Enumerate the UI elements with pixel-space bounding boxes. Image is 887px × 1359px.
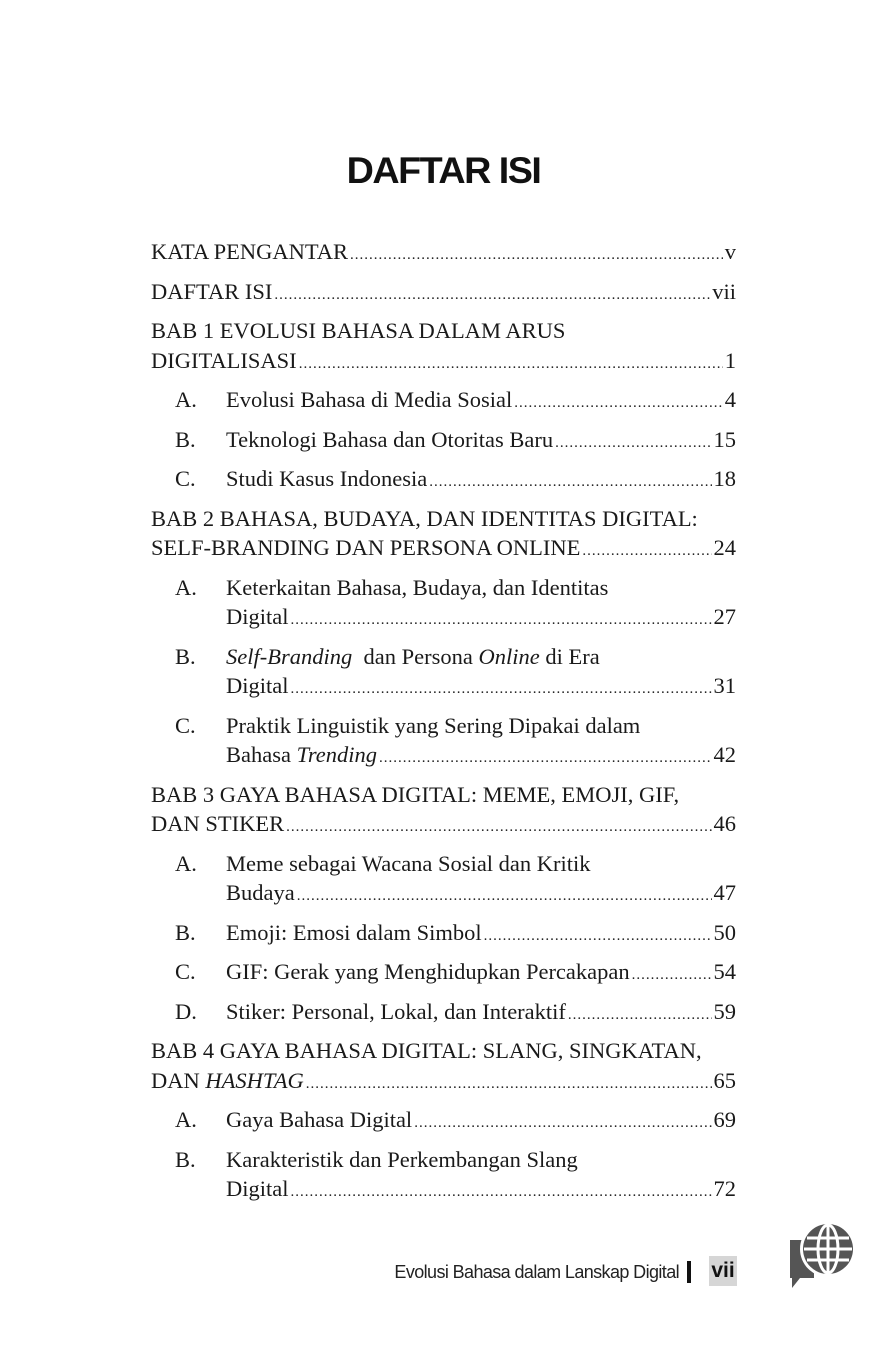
toc-entry-daftar-isi[interactable] bbox=[151, 277, 736, 307]
toc-entry-bab-3[interactable] bbox=[151, 780, 736, 839]
entry-text-line2: Digital bbox=[226, 604, 289, 629]
page-number: v bbox=[724, 239, 736, 264]
dot-leader bbox=[291, 606, 712, 636]
entry-text-line1: Karakteristik dan Perkembangan Slang bbox=[226, 1146, 578, 1172]
dot-leader bbox=[484, 922, 712, 952]
dot-leader bbox=[379, 744, 711, 774]
toc-subentry[interactable] bbox=[151, 425, 736, 455]
page-number: 18 bbox=[713, 466, 736, 491]
dot-leader bbox=[306, 1070, 712, 1100]
toc-entry-kata-pengantar[interactable] bbox=[151, 237, 736, 267]
page-number: 54 bbox=[713, 959, 736, 984]
subentry-letter: B. bbox=[175, 643, 196, 669]
dot-leader bbox=[632, 961, 712, 991]
entry-text-line1: BAB 3 GAYA BAHASA DIGITAL: MEME, EMOJI, GIF, bbox=[151, 781, 680, 807]
dot-leader bbox=[297, 882, 712, 912]
text-segment: DAN bbox=[151, 1067, 206, 1093]
text-segment: di Era bbox=[539, 643, 600, 669]
subentry-letter: A. bbox=[175, 387, 197, 412]
toc-subentry[interactable] bbox=[151, 1105, 736, 1135]
page-number: 15 bbox=[713, 426, 736, 452]
entry-text-line2 bbox=[151, 1066, 304, 1096]
entry-text-line2: DAN STIKER bbox=[151, 811, 285, 836]
subentry-letter: C. bbox=[175, 959, 196, 984]
dot-leader bbox=[555, 429, 711, 459]
page-number: 65 bbox=[713, 1067, 736, 1093]
dot-leader bbox=[274, 281, 710, 311]
page-number: 69 bbox=[713, 1107, 736, 1132]
page-number: 47 bbox=[713, 880, 736, 905]
entry-text: Emoji: Emosi dalam Simbol bbox=[226, 919, 482, 945]
entry-text-line1: Keterkaitan Bahasa, Budaya, dan Identitas bbox=[226, 574, 609, 600]
entry-text: Evolusi Bahasa di Media Sosial bbox=[226, 387, 513, 412]
footer-page-number: vii bbox=[709, 1256, 737, 1286]
footer-book-title: Evolusi Bahasa dalam Lanskap Digital bbox=[394, 1262, 679, 1282]
entry-text: Studi Kasus Indonesia bbox=[226, 466, 428, 491]
toc-subentry[interactable] bbox=[151, 849, 736, 908]
page-number: 46 bbox=[713, 811, 736, 836]
dot-leader bbox=[291, 675, 712, 705]
entry-text: Stiker: Personal, Lokal, dan Interaktif bbox=[226, 998, 566, 1024]
entry-text-line2: DIGITALISASI bbox=[151, 347, 297, 373]
subentry-letter: A. bbox=[175, 850, 197, 876]
italic-term: Trending bbox=[296, 742, 378, 767]
subentry-letter: A. bbox=[175, 1107, 197, 1132]
page-number: 42 bbox=[713, 742, 736, 767]
toc-entry-bab-2[interactable] bbox=[151, 504, 736, 563]
dot-leader bbox=[414, 1109, 711, 1139]
toc-subentry[interactable] bbox=[151, 642, 736, 701]
table-of-contents bbox=[151, 237, 736, 1214]
subentry-letter: B. bbox=[175, 919, 196, 945]
footer-divider bbox=[687, 1261, 691, 1283]
dot-leader bbox=[350, 241, 723, 271]
entry-text-line2 bbox=[226, 740, 377, 770]
page-number: 72 bbox=[713, 1176, 736, 1201]
subentry-letter: C. bbox=[175, 466, 196, 491]
entry-text-line2: SELF-BRANDING DAN PERSONA ONLINE bbox=[151, 535, 581, 560]
page-number: 4 bbox=[724, 387, 736, 412]
toc-subentry[interactable] bbox=[151, 385, 736, 415]
entry-text-line1: Praktik Linguistik yang Sering Dipakai dalam bbox=[226, 712, 641, 738]
globe-chat-icon bbox=[784, 1220, 858, 1294]
page-number: 24 bbox=[713, 535, 736, 560]
toc-subentry[interactable] bbox=[151, 573, 736, 632]
toc-subentry[interactable] bbox=[151, 918, 736, 948]
text-segment: Bahasa bbox=[226, 742, 297, 767]
entry-text-line2: Budaya bbox=[226, 880, 295, 905]
entry-text-line1: Meme sebagai Wacana Sosial dan Kritik bbox=[226, 850, 591, 876]
subentry-letter: C. bbox=[175, 712, 196, 738]
entry-text-line1: BAB 4 GAYA BAHASA DIGITAL: SLANG, SINGKATAN, bbox=[151, 1038, 702, 1063]
toc-entry-bab-4[interactable] bbox=[151, 1036, 736, 1095]
entry-text: KATA PENGANTAR bbox=[151, 239, 349, 264]
page-number: 31 bbox=[713, 673, 736, 698]
subentry-letter: B. bbox=[175, 1146, 196, 1172]
dot-leader bbox=[286, 813, 711, 843]
text-segment: dan Persona bbox=[352, 643, 479, 669]
italic-term: HASHTAG bbox=[205, 1067, 304, 1093]
entry-text: Gaya Bahasa Digital bbox=[226, 1107, 413, 1132]
toc-subentry[interactable] bbox=[151, 957, 736, 987]
entry-text-line1: BAB 2 BAHASA, BUDAYA, DAN IDENTITAS DIGITAL: bbox=[151, 505, 698, 531]
subentry-letter: B. bbox=[175, 426, 196, 452]
dot-leader bbox=[582, 537, 711, 567]
toc-subentry[interactable] bbox=[151, 464, 736, 494]
toc-subentry[interactable] bbox=[151, 711, 736, 770]
page-number: 1 bbox=[724, 347, 736, 373]
subentry-letter: D. bbox=[175, 998, 197, 1024]
italic-term: Self-Branding bbox=[226, 643, 353, 669]
toc-subentry[interactable] bbox=[151, 997, 736, 1027]
entry-text: DAFTAR ISI bbox=[151, 278, 273, 304]
dot-leader bbox=[514, 389, 723, 419]
entry-text-line1 bbox=[226, 642, 600, 672]
dot-leader bbox=[429, 468, 711, 498]
dot-leader bbox=[299, 350, 723, 380]
entry-text: Teknologi Bahasa dan Otoritas Baru bbox=[226, 426, 554, 452]
subentry-letter: A. bbox=[175, 574, 197, 600]
page-number: 50 bbox=[713, 919, 736, 945]
entry-text-line2: Digital bbox=[226, 1176, 289, 1201]
entry-text-line2: Digital bbox=[226, 673, 289, 698]
toc-subentry[interactable] bbox=[151, 1145, 736, 1204]
page-number: vii bbox=[712, 278, 736, 304]
dot-leader bbox=[291, 1178, 712, 1208]
italic-term: Online bbox=[478, 643, 540, 669]
toc-entry-bab-1[interactable] bbox=[151, 316, 736, 375]
page-number: 59 bbox=[713, 998, 736, 1024]
page-title: DAFTAR ISI bbox=[346, 150, 541, 191]
dot-leader bbox=[568, 1001, 712, 1031]
entry-text: GIF: Gerak yang Menghidupkan Percakapan bbox=[226, 959, 630, 984]
entry-text-line1: BAB 1 EVOLUSI BAHASA DALAM ARUS bbox=[151, 318, 566, 343]
page-number: 27 bbox=[713, 604, 736, 629]
